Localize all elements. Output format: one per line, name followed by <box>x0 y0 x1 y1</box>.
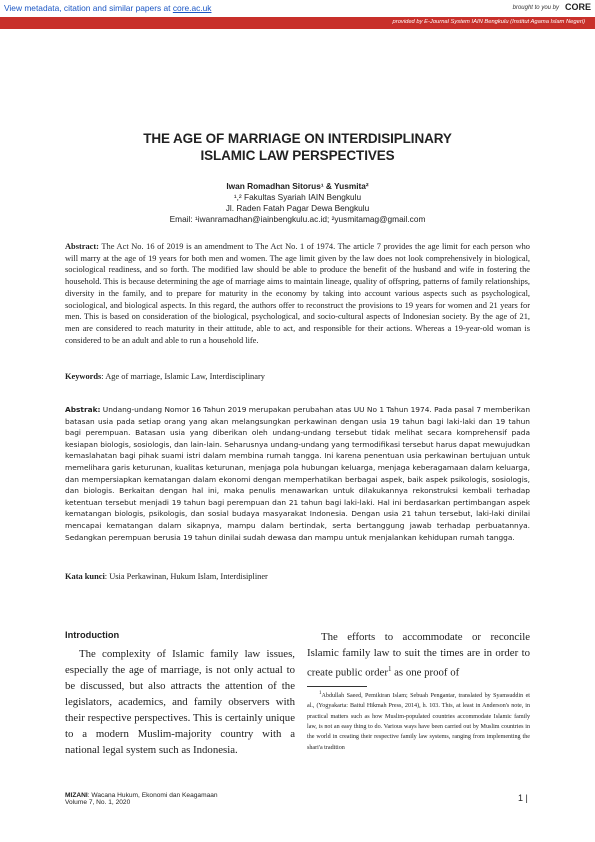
footnote-text: Abdullah Saeed, Pemikiran Islam; Sebuah Pengantar, translated by Syamsuddin et al., (Yogyakarta: Baitul Hikmah Press, 2014), h. 103. This, at least in Anderson's note, in practical matters such as how Muslim-populated countries accommodate Islamic family law, is not an easy thing to do. Various ways have been carried out by Muslim countries in the world in creating their respective family law systems, ranging from implementing the shari'a tradition <box>307 693 530 751</box>
abstract-indonesian <box>65 404 530 543</box>
footnote-number: 1 <box>319 691 322 696</box>
abstract-text: The Act No. 16 of 2019 is an amendment to The Act No. 1 of 1974. The article 7 provides the age limit for each person who will marry at the age of 19 years for both men and women. The age limit given by the law does not look comprehensively in biological, sociological readiness, and so forth. The modified law should be able to produce the benefit of the husband and wife in fostering the household. This is because determining the age of marriage aims to maintain lineage, quality of offspring, patterns of family relationships, diversity in the family, and to prepare for maturity in the economy by taking into account various aspects such as psychological, sociological, and biological aspects. In this regard, the authors offer to reconstruct the provisions to 19 years for women and 21 years for men. This is based on consideration of the biological, psychological, and socio-cultural aspects of Indonesian society. By the age of 21, men are considered to reach maturity in their attitude, able to act, and responsible for their actions. Whereas a 19-year-old woman is considered to be an adult and able to run a household life. <box>65 242 530 345</box>
kata-kunci-label: Kata kunci <box>65 572 105 581</box>
intro-paragraph-2-tail: as one proof of <box>391 666 460 679</box>
abstract-english <box>65 241 530 346</box>
journal-volume: Volume 7, No. 1, 2020 <box>65 799 131 806</box>
keywords-english <box>65 372 265 381</box>
journal-name: MIZANI <box>65 792 88 799</box>
core-logo[interactable]: CORE <box>564 2 591 12</box>
author-email: Email: ¹iwanramadhan@iainbengkulu.ac.id; ²yusmitamag@gmail.com <box>169 214 426 224</box>
brought-to-you-text: brought to you by <box>512 5 559 11</box>
author-address: Jl. Raden Fatah Pagar Dewa Bengkulu <box>225 203 370 213</box>
kata-kunci-text: : Usia Perkawinan, Hukum Islam, Interdisipliner <box>104 572 268 581</box>
abstract-label: Abstract: <box>65 242 99 251</box>
footnote-1 <box>307 689 530 753</box>
provider-bar <box>0 17 595 29</box>
introduction-heading: Introduction <box>65 630 120 640</box>
journal-subtitle: : Wacana Hukum, Ekonomi dan Keagamaan <box>87 792 218 799</box>
core-topbar <box>0 0 595 17</box>
metadata-text: View metadata, citation and similar papers at <box>4 3 173 13</box>
abstrak-text: Undang-undang Nomor 16 Tahun 2019 merupakan perubahan atas UU No 1 Tahun 1974. Pada pasal 7 memberikan batasan usia pada setiap orang yang akan melangsungkan perkawinan dengan usia 19 tahun bagi laki-laki dan 19 tahun bagi perempuan. Batasan usia yang diberikan oleh undang-undang tersebut tidak melihat secara komprehensif pada kesiapan biologis, sosiologis, dan lain-lain. Seharusnya undang-undang yang termodifikasi tersebut harus dapat mewujudkan kemaslahatan bagi pihak suami istri dalam membina rumah tangga. Ini karena penentuan usia perkawinan bertujuan untuk memelihara garis keturunan, kualitas keturunan, menjaga pola hubungan keluarga, menjaga keberagamaan dalam keluarga, dan mempersiapkan kematangan dalam ekonomi dengan memperhatikan berbagai aspek, baik aspek psikologis, sosiologis, dan biologis. Berkaitan dengan hal ini, maka penulis menawarkan untuk dilakukannya rekonstruksi kembali terhadap ketentuan tersebut menjadi 19 tahun bagi perempuan dan 21 tahun bagi laki-laki. Hal ini berdasarkan pertimbangan aspek kematangan biologis, psikologis, dan sosial budaya masyarakat Indonesia. Dengan usia 21 tahun tersebut, laki-laki dinilai mencapai kematangan dalam sikapnya, mampu dalam bertindak, serta bertanggung jawab terhadap perbuatannya. Sedangkan perempuan berusia 19 tahun dinilai sudah dewasa dan mampu untuk menjalankan kehidupan rumah tangga. <box>65 405 531 542</box>
abstrak-label: Abstrak: <box>65 405 101 414</box>
keywords-indonesian <box>65 572 268 581</box>
intro-left-column <box>65 646 295 758</box>
footnote-ref[interactable]: 1 <box>387 665 392 673</box>
keywords-label: Keywords <box>65 372 102 381</box>
page-number: 1 | <box>518 793 528 803</box>
intro-paragraph-1: The complexity of Islamic family law issues, especially the age of marriage, is not only actual to be discussed, but also attracts the attention of the legislators, academics, and family observers with their respective perspectives. This is certainly unique to a modern Muslim-majority country with a national legal system such as Indonesia. <box>65 648 295 756</box>
metadata-notice <box>4 3 211 13</box>
paper-title-line-1: THE AGE OF MARRIAGE ON INTERDISIPLINARY <box>143 131 452 146</box>
journal-title <box>65 792 218 799</box>
core-link[interactable]: core.ac.uk <box>172 3 212 13</box>
author-names: Iwan Romadhan Sitorus¹ & Yusmita² <box>226 181 369 191</box>
intro-paragraph-2-text: The efforts to accommodate or reconcile Islamic family law to suit the times are in order to create public order <box>307 631 530 679</box>
provider-text: provided by E-Journal System IAIN Bengkulu (Institut Agama Islam Negeri) <box>392 19 585 25</box>
intro-right-column <box>307 629 530 681</box>
paper-title-line-2: ISLAMIC LAW PERSPECTIVES <box>200 148 395 163</box>
journal-info <box>65 792 218 806</box>
intro-paragraph-2 <box>307 629 530 681</box>
author-affiliation: ¹,² Fakultas Syariah IAIN Bengkulu <box>233 192 362 202</box>
keywords-text: : Age of marriage, Islamic Law, Interdisciplinary <box>101 372 265 381</box>
footnote-divider <box>307 686 367 687</box>
